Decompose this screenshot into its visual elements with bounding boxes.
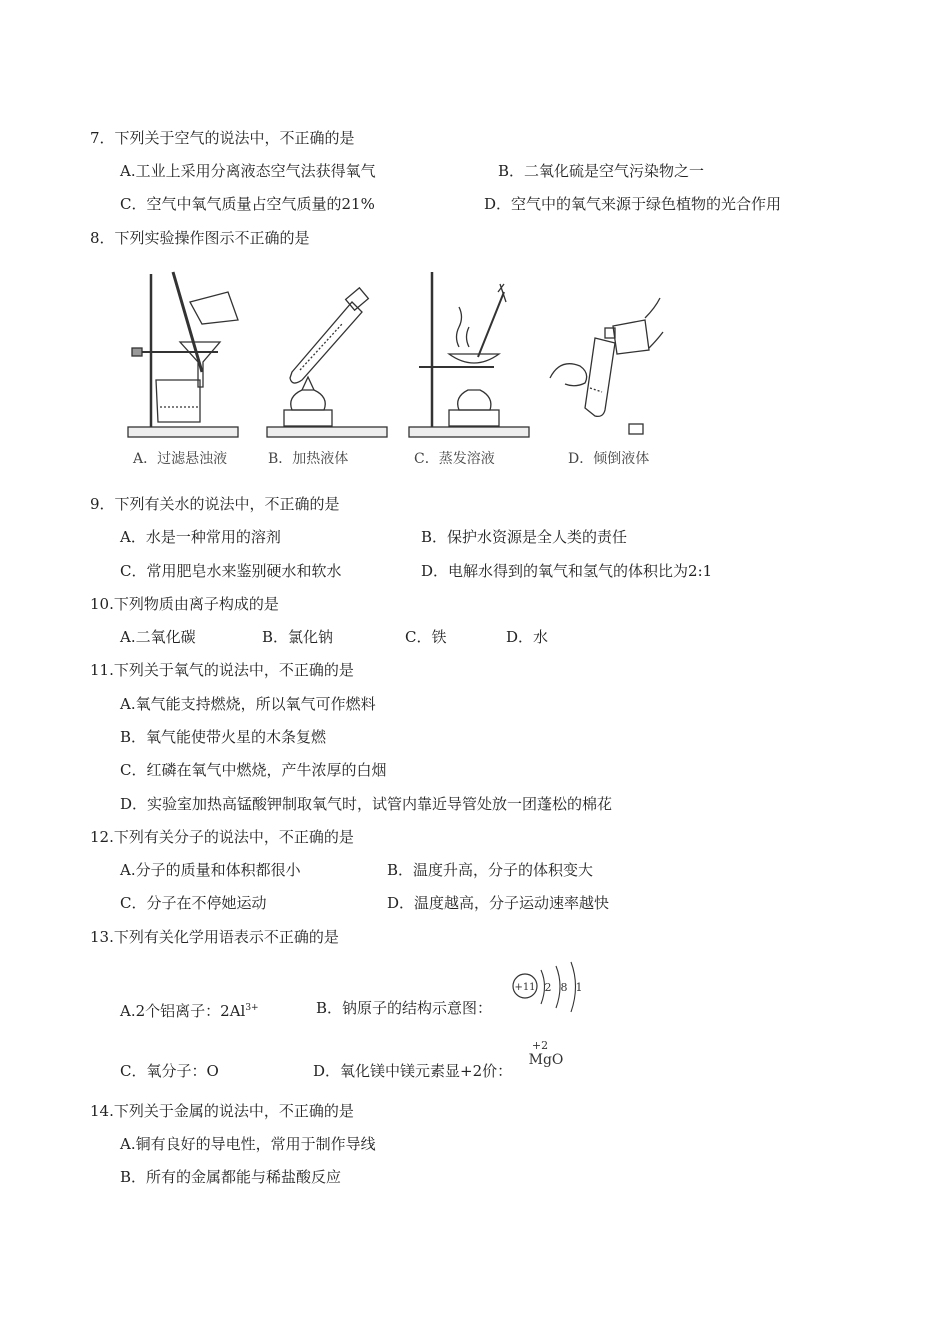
q8-caption-d: D．倾倒液体 (568, 451, 650, 467)
q14-option-a: A.铜有良好的导电性，常用于制作导线 (120, 1135, 376, 1153)
pouring-liquid-figure (545, 288, 675, 438)
q10-stem: 10.下列物质由离子构成的是 (90, 595, 279, 613)
q7-option-c: C．空气中氧气质量占空气质量的21% (120, 195, 375, 213)
q14-stem: 14.下列关于金属的说法中，不正确的是 (90, 1102, 354, 1120)
q9-option-a: A．水是一种常用的溶剂 (120, 528, 281, 546)
valence-charge: +2 (531, 1039, 549, 1052)
evaporation-figure (404, 262, 534, 442)
q11-stem: 11.下列关于氧气的说法中，不正确的是 (90, 661, 354, 679)
q8-stem: 8．下列实验操作图示不正确的是 (90, 229, 310, 247)
q14-option-b: B．所有的金属都能与稀盐酸反应 (120, 1168, 342, 1186)
magnesium-oxide-valence (522, 1040, 570, 1068)
q10-option-c: C．铁 (405, 628, 447, 646)
q13-option-d: D．氧化镁中镁元素显+2价： (313, 1062, 513, 1080)
q10-option-b: B．氯化钠 (262, 628, 334, 646)
q13-option-a (120, 998, 259, 1021)
q13-option-c: C．氧分子：O (120, 1062, 219, 1080)
q8-caption-b: B．加热液体 (268, 451, 349, 467)
q8-caption-a: A．过滤悬浊液 (133, 451, 228, 467)
q9-option-c: C．常用肥皂水来鉴别硬水和软水 (120, 562, 342, 580)
q12-stem: 12.下列有关分子的说法中，不正确的是 (90, 828, 354, 846)
q13-option-a-charge: 3+ (245, 1003, 259, 1013)
valence-formula: MgO (528, 1052, 564, 1068)
q10-option-d: D．水 (506, 628, 549, 646)
q11-option-c: C．红磷在氧气中燃烧，产牛浓厚的白烟 (120, 761, 387, 779)
q9-stem: 9．下列有关水的说法中，不正确的是 (90, 495, 340, 513)
q12-option-a: A.分子的质量和体积都很小 (120, 861, 301, 879)
heating-liquid-figure (262, 262, 392, 442)
q11-option-b: B．氧气能使带火星的木条复燃 (120, 728, 327, 746)
q9-option-d: D．电解水得到的氧气和氢气的体积比为2:1 (421, 562, 713, 580)
q7-option-b: B．二氧化硫是空气污染物之一 (498, 162, 705, 180)
q8-caption-c: C．蒸发溶液 (414, 451, 495, 467)
q11-option-a: A.氧气能支持燃烧，所以氧气可作燃料 (120, 695, 376, 713)
q13-option-b: B．钠原子的结构示意图： (316, 999, 493, 1017)
electron-shell-count: 8 (560, 981, 568, 994)
q12-option-d: D．温度越高，分子运动速率越快 (387, 894, 610, 912)
q11-option-d: D．实验室加热高锰酸钾制取氧气时，试管内靠近导管处放一团蓬松的棉花 (120, 795, 613, 813)
q13-option-a-text: A.2个铝离子：2Al (120, 1002, 246, 1020)
filtration-apparatus-figure (118, 262, 248, 442)
q9-option-b: B．保护水资源是全人类的责任 (421, 528, 628, 546)
atom-nucleus-charge: +11 (514, 982, 536, 993)
electron-shell-count: 2 (544, 981, 552, 994)
electron-shell-arc (556, 966, 560, 1008)
q7-stem: 7．下列关于空气的说法中，不正确的是 (90, 129, 355, 147)
q7-option-d: D．空气中的氧气来源于绿色植物的光合作用 (484, 195, 782, 213)
q7-option-a: A.工业上采用分离液态空气法获得氧气 (120, 162, 376, 180)
q13-stem: 13.下列有关化学用语表示不正确的是 (90, 928, 339, 946)
electron-shell-count: 1 (575, 981, 583, 994)
q12-option-c: C．分子在不停她运动 (120, 894, 267, 912)
q10-option-a: A.二氧化碳 (120, 628, 196, 646)
q12-option-b: B．温度升高，分子的体积变大 (387, 861, 594, 879)
sodium-atom-structure-diagram (508, 958, 590, 1016)
